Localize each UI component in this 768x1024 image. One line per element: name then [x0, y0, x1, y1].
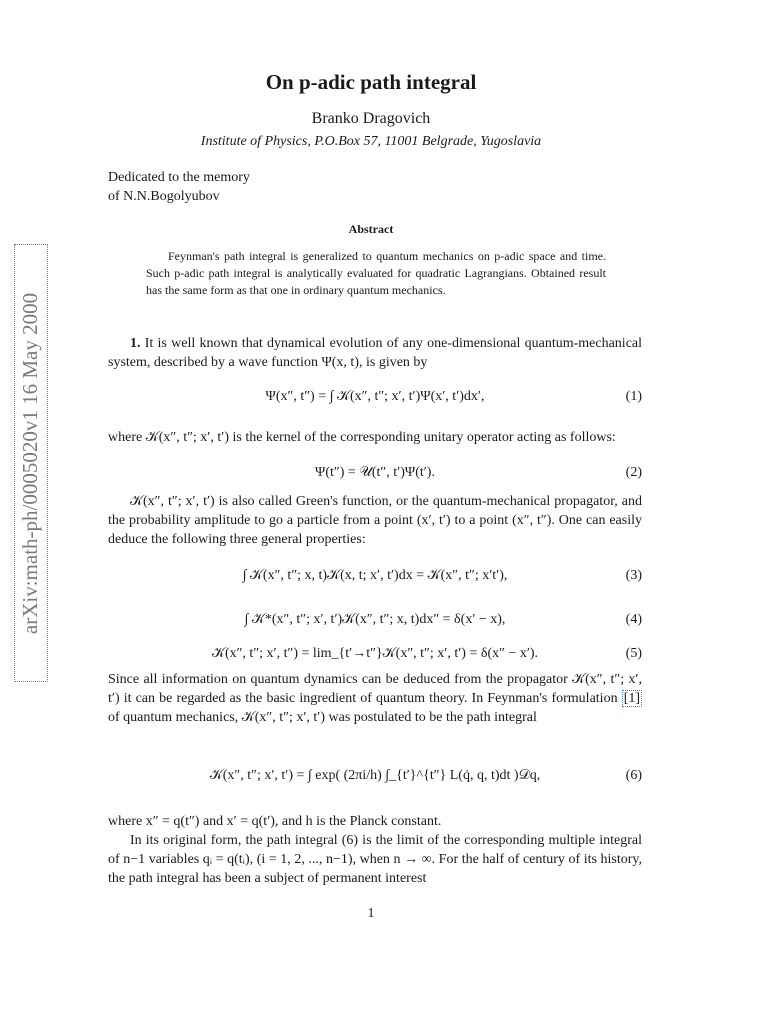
equation-1-number: (1)	[625, 389, 642, 404]
paragraph-5: where x″ = q(t″) and x′ = q(t′), and h is the Planck constant.	[108, 814, 442, 829]
abstract-heading: Abstract	[348, 222, 394, 236]
paragraph-4	[108, 670, 642, 727]
equation-1	[108, 389, 642, 411]
equation-4-number: (4)	[625, 612, 642, 627]
equation-4	[108, 612, 642, 634]
paragraph-1-text: It is well known that dynamical evolution of any one-dimensional quantum-mechanical system, described by a wave function Ψ(x, t), is given by	[108, 336, 643, 370]
equation-5-number: (5)	[625, 646, 642, 661]
equation-6-number: (6)	[625, 768, 642, 783]
arxiv-stamp[interactable]	[14, 244, 48, 682]
equation-6	[108, 768, 642, 790]
paragraph-6: In its original form, the path integral (6) is the limit of the corresponding multiple integral of n−1 variables qᵢ = q(tᵢ), (i = 1, 2, ..., n−1), when n → ∞. For the half of century of its history, the path integral has been a subject of permanent interest	[108, 833, 642, 886]
dedication-line-1: Dedicated to the memory	[108, 170, 250, 185]
equation-3-number: (3)	[625, 568, 642, 583]
arxiv-id: arXiv:math-ph/0005020v1 16 May 2000	[18, 292, 43, 634]
equation-3-body: ∫ 𝒦(x″, t″; x, t)𝒦(x, t; x′, t′)dx = 𝒦(x″, t″; x′t′),	[242, 568, 508, 583]
equation-1-body: Ψ(x″, t″) = ∫ 𝒦(x″, t″; x′, t′)Ψ(x′, t′)dx′,	[265, 389, 485, 404]
paragraph-1	[108, 334, 642, 372]
paragraph-4-text-a: Since all information on quantum dynamics can be deduced from the propagator 𝒦(x″, t″; x′, t′) it can be regarded as the basic ingredient of quantum theory. In Feynman's formulation	[108, 672, 642, 706]
paper-title: On p-adic path integral	[265, 70, 477, 94]
paragraph-2: where 𝒦(x″, t″; x′, t′) is the kernel of the corresponding unitary operator acting as follows:	[108, 430, 616, 445]
citation-link[interactable]: [1]	[623, 691, 641, 706]
author-name: Branko Dragovich	[311, 110, 431, 127]
paragraph-3: 𝒦(x″, t″; x′, t′) is also called Green's function, or the quantum-mechanical propagator, and the probability amplitude to go a particle from a point (x′, t′) to a point (x″, t″). One can easily deduce the following three general properties:	[108, 494, 642, 547]
equation-5-body: 𝒦(x″, t″; x′, t″) = lim_{t′→t″}𝒦(x″, t″; x′, t′) = δ(x″ − x′).	[211, 646, 539, 661]
equation-4-body: ∫ 𝒦*(x″, t″; x′, t′)𝒦(x″, t″; x, t)dx″ = δ(x′ − x),	[244, 612, 506, 627]
equation-2	[108, 465, 642, 487]
equation-2-body: Ψ(t″) = 𝒰(t″, t′)Ψ(t′).	[315, 465, 435, 480]
equation-2-number: (2)	[625, 465, 642, 480]
dedication-line-2: of N.N.Bogolyubov	[108, 189, 220, 204]
affiliation: Institute of Physics, P.O.Box 57, 11001 Belgrade, Yugoslavia	[200, 134, 542, 149]
page-number: 1	[367, 906, 375, 921]
abstract-text: Feynman's path integral is generalized to quantum mechanics on p-adic space and time. Such p-adic path integral is analytically evaluated for quadratic Lagrangians. Obtained result has the same form as that one in ordinary quantum mechanics.	[146, 249, 606, 297]
equation-5	[108, 646, 642, 668]
section-number: 1.	[130, 336, 141, 351]
paragraph-4-text-b: of quantum mechanics, 𝒦(x″, t″; x′, t′) was postulated to be the path integral	[108, 710, 537, 725]
equation-3	[108, 568, 642, 590]
dedication	[108, 168, 250, 206]
equation-6-body: 𝒦(x″, t″; x′, t′) = ∫ exp( (2πi/h) ∫_{t′}^{t″} L(q̇, q, t)dt )𝒟q,	[209, 768, 541, 783]
